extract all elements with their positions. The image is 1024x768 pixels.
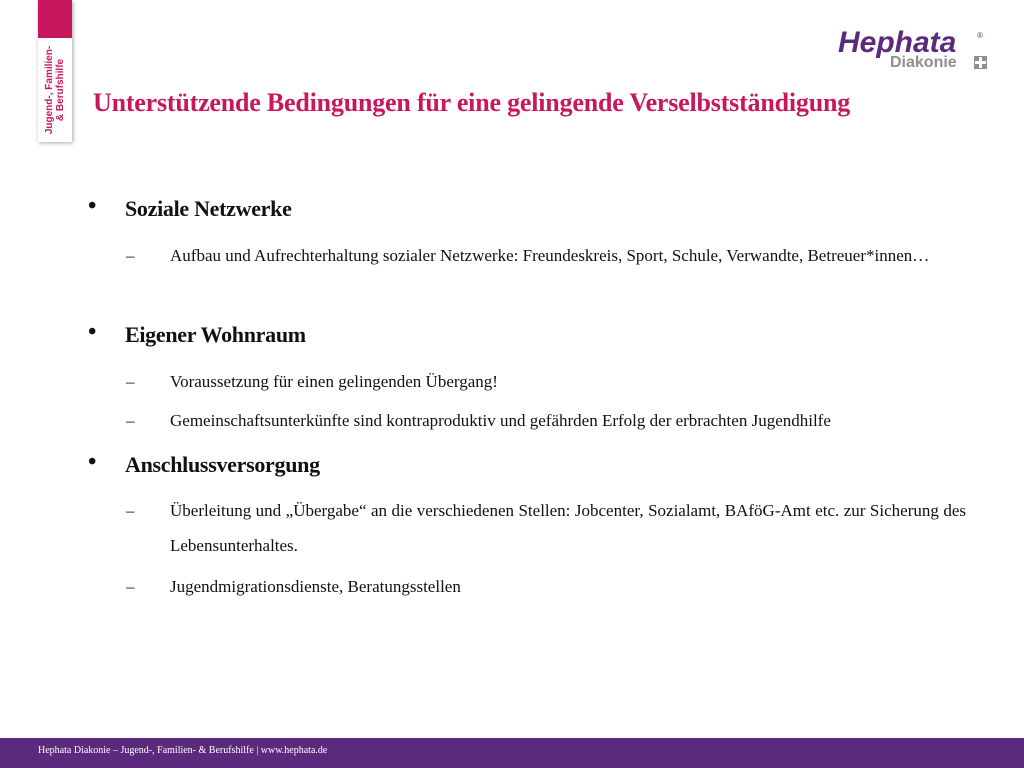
sub-item-text: Überleitung und „Übergabe“ an die verschiedenen Stellen: Jobcenter, Sozialamt, BAföG-Amt etc. zur Sicherung des Lebensunterhaltes. bbox=[170, 501, 966, 555]
side-tab-label bbox=[38, 40, 72, 140]
dash-icon: – bbox=[126, 577, 135, 596]
logo-wordmark: Hephata bbox=[838, 26, 957, 59]
side-tab-line2: & Berufshilfe bbox=[55, 58, 66, 122]
side-tab-accent-strip bbox=[38, 0, 72, 38]
logo-registered-mark: ® bbox=[977, 31, 983, 40]
logo-subtitle: Diakonie bbox=[890, 54, 957, 71]
side-tab-line1: Jugend-, Familien- bbox=[44, 45, 55, 135]
bullet-icon: • bbox=[88, 449, 97, 475]
dash-icon: – bbox=[126, 372, 135, 391]
diakonie-cross-icon bbox=[974, 56, 987, 69]
hephata-logo bbox=[838, 26, 988, 74]
sub-item-text: Voraussetzung für einen gelingenden Übergang! bbox=[170, 372, 498, 391]
sub-item-text: Aufbau und Aufrechterhaltung sozialer Netzwerke: Freundeskreis, Sport, Schule, Verwandte, Betreuer*innen… bbox=[170, 246, 930, 265]
bullet-heading-label: Eigener Wohnraum bbox=[125, 322, 306, 347]
slide-title: Unterstützende Bedingungen für eine gelingende Verselbstständigung bbox=[93, 88, 851, 117]
dash-icon: – bbox=[126, 501, 135, 520]
bullet-heading-label: Soziale Netzwerke bbox=[125, 196, 292, 221]
bullet-heading-label: Anschlussversorgung bbox=[125, 452, 320, 477]
sub-item-text: Gemeinschaftsunterkünfte sind kontraproduktiv und gefährden Erfolg der erbrachten Jugendhilfe bbox=[170, 411, 831, 430]
sub-item-text: Jugendmigrationsdienste, Beratungsstellen bbox=[170, 577, 461, 596]
footer-bar bbox=[0, 738, 1024, 768]
bullet-icon: • bbox=[88, 319, 97, 345]
footer-text: Hephata Diakonie – Jugend-, Familien- & Berufshilfe | www.hephata.de bbox=[38, 745, 328, 756]
dash-icon: – bbox=[126, 246, 135, 265]
bullet-icon: • bbox=[88, 193, 97, 219]
dash-icon: – bbox=[126, 411, 135, 430]
side-tab bbox=[38, 0, 72, 142]
